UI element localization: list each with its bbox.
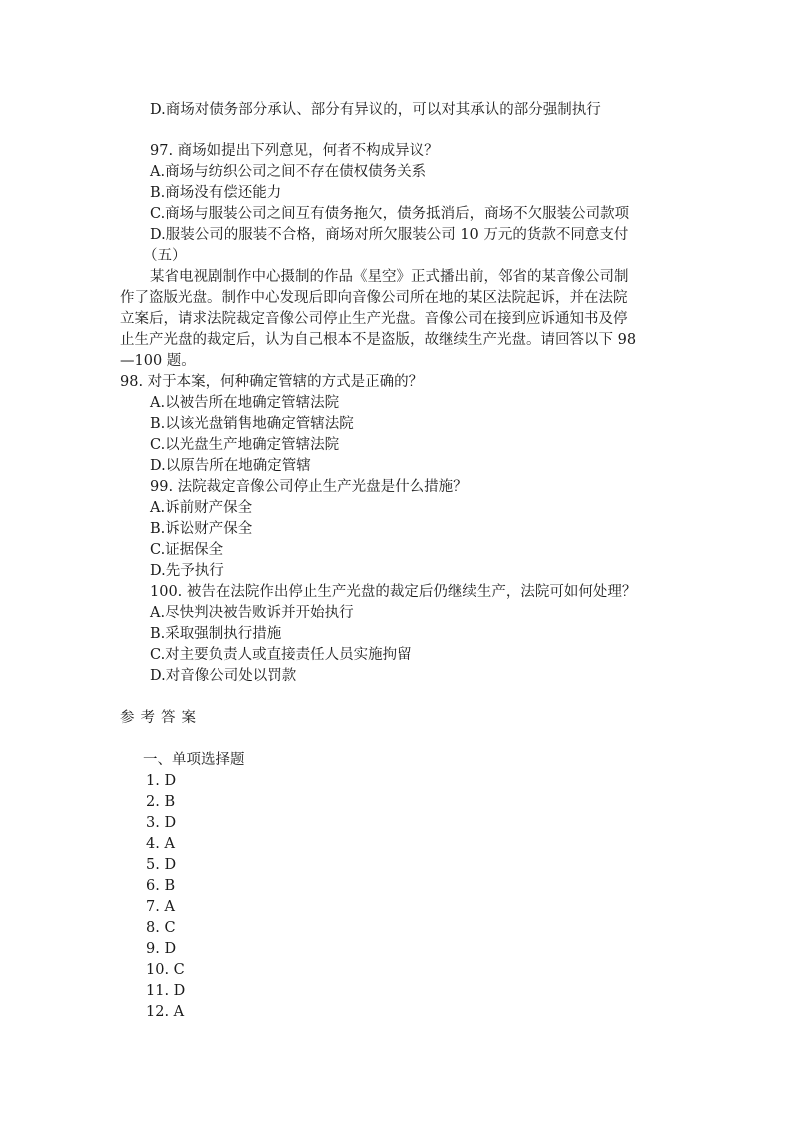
answers-section-title: 一、单项选择题 [143,752,245,768]
question-100-option-b: B.采取强制执行措施 [150,626,282,642]
case-5-paragraph-line: 立案后，请求法院裁定音像公司停止生产光盘。音像公司在接到应诉通知书及停 [120,311,628,327]
question-99-option-a: A.诉前财产保全 [150,500,253,516]
answer-item: 8. C [146,920,176,936]
answer-item: 9. D [146,941,177,957]
answer-item: 3. D [146,815,177,831]
answer-item: 6. B [146,878,176,894]
question-99-option-c: C.证据保全 [150,542,224,558]
case-5-paragraph-line: 某省电视剧制作中心摄制的作品《星空》正式播出前，邻省的某音像公司制 [150,269,629,285]
case-5-paragraph-line: 止生产光盘的裁定后，认为自己根本不是盗版，故继续生产光盘。请回答以下 98 [120,332,637,348]
question-99-stem: 99. 法院裁定音像公司停止生产光盘是什么措施？ [150,479,468,495]
question-100-option-d: D.对音像公司处以罚款 [150,668,297,684]
case-5-paragraph-line: 作了盗版光盘。制作中心发现后即向音像公司所在地的某区法院起诉，并在法院 [120,290,628,306]
answer-item: 1. D [146,773,177,789]
question-99-option-b: B.诉讼财产保全 [150,521,253,537]
answer-item: 2. B [146,794,176,810]
question-98-option-b: B.以该光盘销售地确定管辖法院 [150,416,354,432]
question-97-option-d: D.服装公司的服装不合格，商场对所欠服装公司 10 万元的货款不同意支付 [150,227,629,243]
case-5-label: （五） [143,248,187,264]
question-97-option-c: C.商场与服装公司之间互有债务拖欠，债务抵消后，商场不欠服装公司款项 [150,206,630,222]
answer-item: 7. A [146,899,175,915]
question-97-option-b: B.商场没有偿还能力 [150,185,282,201]
question-98-option-d: D.以原告所在地确定管辖 [150,458,311,474]
question-97-option-a: A.商场与纺织公司之间不存在债权债务关系 [150,164,427,180]
answer-item: 11. D [146,983,186,999]
question-100-stem: 100. 被告在法院作出停止生产光盘的裁定后仍继续生产，法院可如何处理？ [150,584,637,600]
answer-item: 10. C [146,962,185,978]
question-100-option-c: C.对主要负责人或直接责任人员实施拘留 [150,647,412,663]
answer-item: 4. A [146,836,175,852]
answer-item: 12. A [146,1004,185,1020]
question-98-stem: 98. 对于本案，何种确定管辖的方式是正确的？ [120,374,424,390]
question-98-option-c: C.以光盘生产地确定管辖法院 [150,437,340,453]
option-text: D.商场对债务部分承认、部分有异议的，可以对其承认的部分强制执行 [150,102,601,118]
question-98-option-a: A.以被告所在地确定管辖法院 [150,395,340,411]
answers-heading: 参考答案 [120,710,202,726]
question-97-stem: 97. 商场如提出下列意见，何者不构成异议？ [150,143,439,159]
question-99-option-d: D.先予执行 [150,563,224,579]
case-5-paragraph-line: —100 题。 [120,353,196,369]
answer-item: 5. D [146,857,177,873]
question-100-option-a: A.尽快判决被告败诉并开始执行 [150,605,354,621]
